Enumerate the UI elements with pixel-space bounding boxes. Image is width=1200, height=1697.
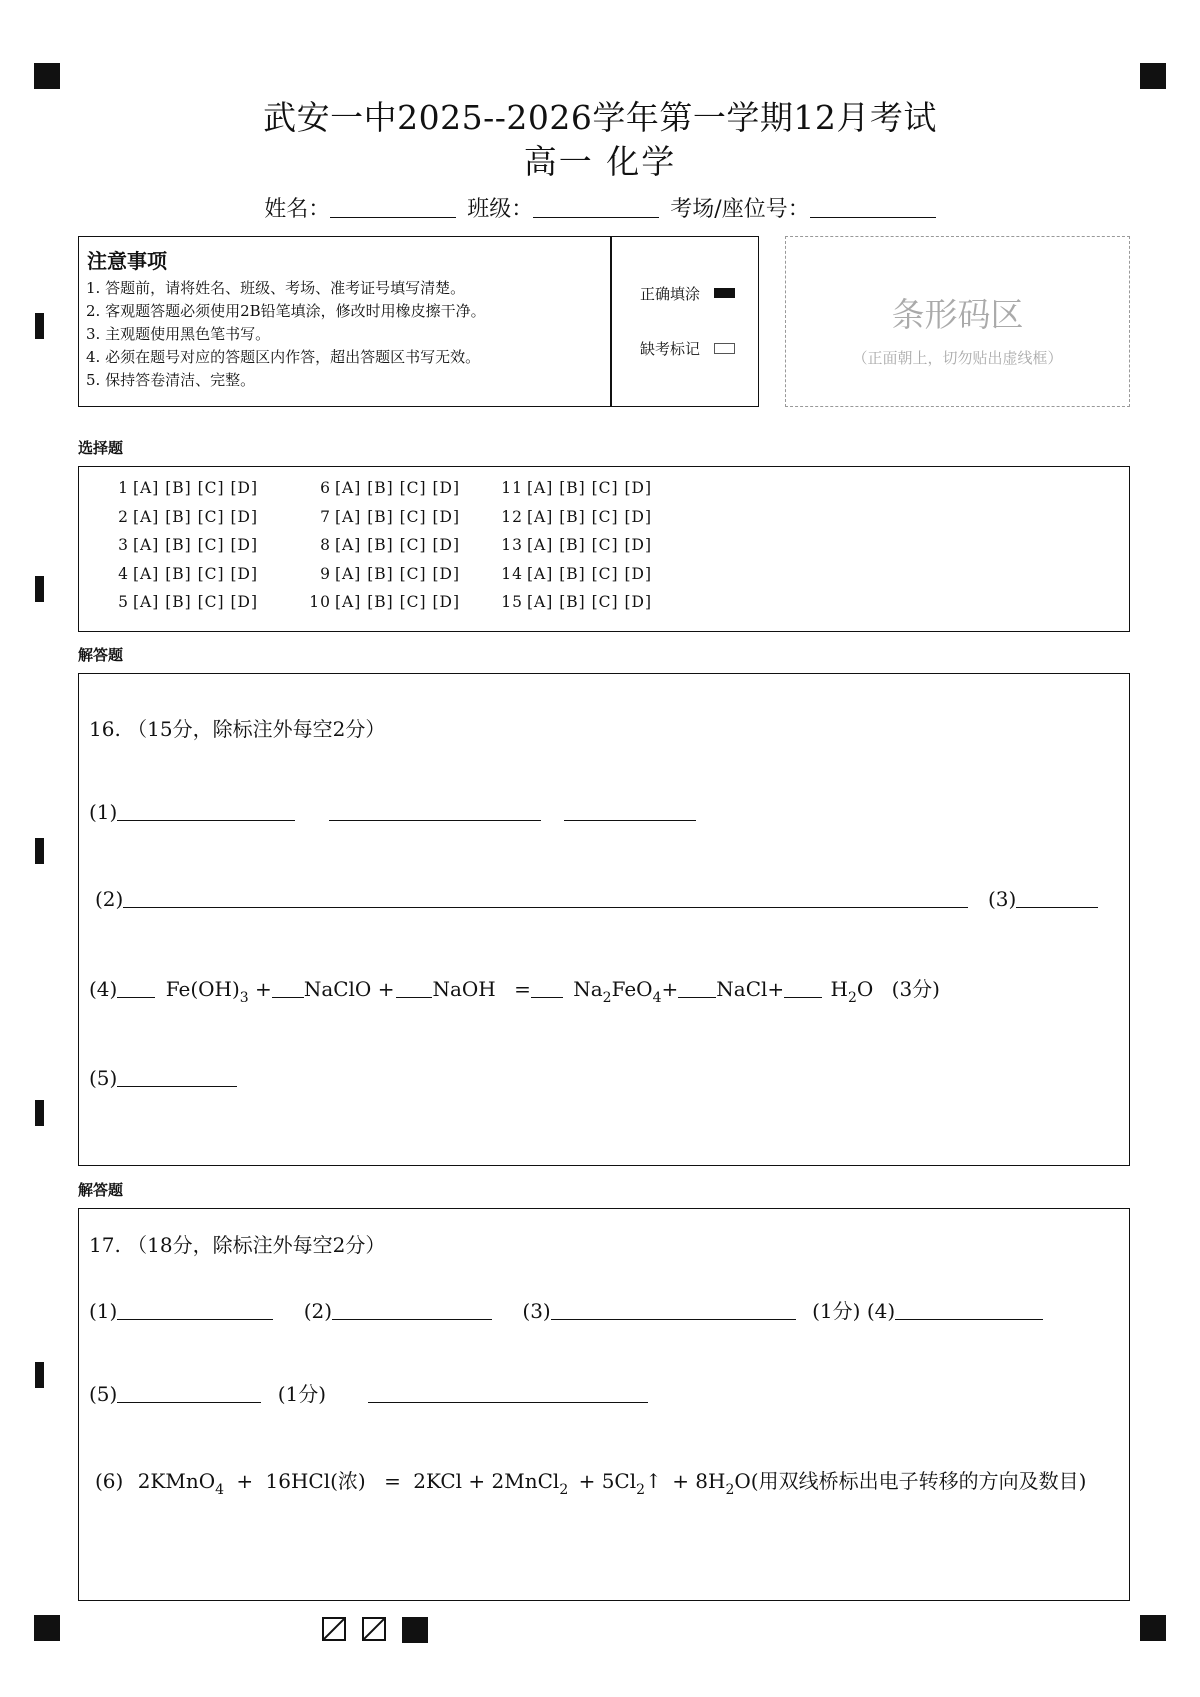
slash-box-icon (362, 1617, 386, 1641)
gas-arrow: ↑ (645, 1469, 662, 1493)
question-number: 5 (118, 593, 129, 611)
q16-part5 (89, 1066, 237, 1090)
choice-options[interactable]: [A] [B] [C] [D] (527, 479, 653, 497)
question-number: 11 (501, 479, 523, 497)
slash-box-icon (322, 1617, 346, 1641)
q17-part4-label: (4) (866, 1299, 896, 1323)
barcode-title: 条形码区 (891, 295, 1024, 334)
q17-part4-blank[interactable] (895, 1319, 1043, 1320)
subscript: 2 (847, 990, 857, 1006)
formula-text: NaClO + (303, 977, 395, 1001)
q16-part1 (89, 800, 696, 824)
barcode-hint: （正面朝上，切勿贴出虚线框） (852, 349, 1063, 367)
q17-part1-label: (1) (89, 1299, 118, 1323)
subscript: 4 (652, 990, 662, 1006)
q16-part1-blank-c[interactable] (564, 820, 696, 821)
q17-part2-label: (2) (303, 1299, 333, 1323)
notice-item: 1. 答题前，请将姓名、班级、考场、准考证号填写清楚。 (86, 279, 466, 297)
notice-title: 注意事项 (87, 249, 167, 273)
formula-text: 2KMnO (137, 1469, 216, 1493)
formula-text: Na (573, 977, 603, 1001)
coef-blank[interactable] (784, 997, 822, 998)
class-field[interactable] (533, 217, 659, 218)
choice-options[interactable]: [A] [B] [C] [D] (335, 507, 461, 526)
timing-mark (35, 1100, 44, 1126)
question-number: 15 (501, 593, 523, 611)
q17-part1-blank[interactable] (117, 1319, 273, 1320)
class-label: 班级： (467, 197, 534, 222)
q16-part1-blank-b[interactable] (329, 820, 541, 821)
q17-part6 (95, 1465, 1087, 1498)
filled-mark-icon (714, 288, 735, 298)
page-title: 武安一中2025--2026学年第一学期12月考试 (263, 98, 937, 137)
q16-part2 (95, 887, 968, 911)
equals-sign: = (384, 1469, 401, 1493)
choice-item[interactable] (117, 565, 258, 583)
formula-text: 2KCl (413, 1469, 463, 1493)
subscript: 4 (215, 1482, 225, 1498)
formula-text: NaCl+ (716, 977, 785, 1001)
choice-options[interactable]: [A] [B] [C] [D] (335, 593, 461, 611)
q17-part5-label: (5) (89, 1382, 118, 1406)
choice-options[interactable]: [A] [B] [C] [D] (527, 593, 653, 611)
notice-item: 4. 必须在题号对应的答题区内作答，超出答题区书写无效。 (86, 348, 481, 366)
choice-item[interactable] (117, 508, 258, 526)
choice-item[interactable] (307, 479, 460, 497)
name-field[interactable] (330, 217, 456, 218)
question-number: 8 (320, 536, 331, 554)
choice-item[interactable] (117, 593, 258, 611)
question-number: 4 (118, 564, 129, 583)
formula-text: + (255, 977, 272, 1001)
subscript: 3 (239, 990, 249, 1006)
choice-options[interactable]: [A] [B] [C] [D] (133, 536, 259, 554)
question-number: 12 (501, 507, 523, 526)
formula-text: + 5Cl (578, 1469, 637, 1493)
q16-part2-blank[interactable] (123, 907, 968, 908)
notice-box (78, 236, 759, 407)
choice-item[interactable] (307, 508, 460, 526)
question-number: 6 (320, 479, 331, 497)
plus-sign: + (236, 1469, 254, 1493)
question-number: 14 (501, 564, 523, 583)
corner-mark-top-right (1140, 63, 1166, 89)
q17-part5-blank[interactable] (117, 1402, 261, 1403)
coef-blank[interactable] (396, 997, 432, 998)
q17-part5-points: (1分) (277, 1382, 327, 1406)
q17-part6-instruction: (用双线桥标出电子转移的方向及数目) (750, 1469, 1087, 1493)
coef-blank[interactable] (117, 997, 155, 998)
choice-options[interactable]: [A] [B] [C] [D] (335, 479, 461, 497)
page-subtitle: 高一 化学 (523, 142, 677, 181)
choice-item[interactable] (307, 593, 460, 611)
choice-item[interactable] (499, 536, 652, 554)
q16-box (78, 673, 1130, 1166)
formula-text: O (856, 977, 874, 1001)
seat-label: 考场/座位号： (670, 197, 810, 222)
question-number: 7 (320, 507, 331, 526)
question-number: 10 (309, 593, 331, 611)
q16-part1-label: (1) (89, 800, 118, 824)
question-number: 3 (118, 536, 129, 554)
q17-box (78, 1208, 1130, 1601)
choice-options[interactable]: [A] [B] [C] [D] (335, 536, 461, 554)
absent-checkbox[interactable] (714, 343, 735, 354)
q17-row2 (89, 1378, 648, 1407)
formula-text: FeO (611, 977, 653, 1001)
question-number: 13 (501, 536, 523, 554)
timing-mark (35, 576, 44, 602)
subscript: 2 (559, 1482, 569, 1498)
choice-item[interactable] (499, 508, 652, 526)
q17-part6-label: (6) (95, 1469, 124, 1493)
choice-item[interactable] (117, 536, 258, 554)
choice-item[interactable] (307, 565, 460, 583)
question-number: 2 (118, 507, 129, 526)
timing-mark (35, 1362, 44, 1388)
question-number: 1 (118, 479, 129, 497)
corner-mark-bottom-right (1140, 1615, 1166, 1641)
filled-box-mark (402, 1617, 428, 1643)
q16-part5-label: (5) (89, 1066, 118, 1090)
choice-options[interactable]: [A] [B] [C] [D] (335, 564, 461, 583)
timing-mark (35, 313, 44, 339)
subscript: 2 (725, 1482, 735, 1498)
formula-text: 16HCl(浓) (265, 1469, 366, 1493)
notice-list (86, 277, 486, 392)
choice-item[interactable] (499, 593, 652, 611)
points-note: (3分) (891, 977, 940, 1001)
q17-part2-blank[interactable] (332, 1319, 492, 1320)
formula-text: + (661, 977, 679, 1001)
choice-options[interactable]: [A] [B] [C] [D] (133, 507, 259, 526)
q16-part3-blank[interactable] (1016, 907, 1098, 908)
choice-options[interactable]: [A] [B] [C] [D] (527, 536, 653, 554)
choice-item[interactable] (499, 479, 652, 497)
equals-sign: = (514, 977, 531, 1001)
coef-blank[interactable] (531, 997, 563, 998)
choice-box (78, 466, 1130, 632)
q17-section-label: 解答题 (78, 1181, 124, 1199)
formula-text: + 8H (672, 1469, 726, 1493)
notice-item: 2. 客观题答题必须使用2B铅笔填涂，修改时用橡皮擦干净。 (86, 302, 486, 320)
q16-part4 (89, 973, 940, 1006)
formula-text: + 2MnCl (468, 1469, 560, 1493)
legend-absent (640, 338, 735, 359)
question-number: 9 (320, 564, 331, 583)
formula-text: H (830, 977, 848, 1001)
subscript: 2 (636, 1482, 646, 1498)
q17-part3-blank[interactable] (551, 1319, 796, 1320)
q17-row1 (89, 1295, 1043, 1324)
legend-correct (640, 283, 735, 304)
notice-item: 3. 主观题使用黑色笔书写。 (86, 325, 271, 343)
choice-options[interactable]: [A] [B] [C] [D] (133, 593, 259, 611)
seat-field[interactable] (810, 217, 936, 218)
name-label: 姓名： (264, 197, 331, 222)
choice-options[interactable]: [A] [B] [C] [D] (133, 564, 259, 583)
q16-part4-label: (4) (89, 977, 118, 1001)
formula-text: Fe(OH) (165, 977, 240, 1001)
corner-mark-bottom-left (34, 1615, 60, 1641)
q17-part5-blank-b[interactable] (368, 1402, 648, 1403)
q17-part3-label: (3) (522, 1299, 551, 1323)
q16-part3-label: (3) (988, 887, 1017, 911)
notice-divider (610, 237, 612, 406)
choice-options[interactable]: [A] [B] [C] [D] (527, 564, 653, 583)
q16-section-label: 解答题 (78, 646, 124, 664)
legend-absent-label: 缺考标记 (640, 340, 701, 358)
choice-item[interactable] (499, 565, 652, 583)
coef-blank[interactable] (272, 997, 304, 998)
q16-part3 (988, 887, 1098, 911)
subscript: 2 (602, 990, 612, 1006)
barcode-area (785, 236, 1130, 407)
student-info-line (0, 192, 1200, 223)
q16-part1-blank-a[interactable] (117, 820, 295, 821)
q17-part3-points: (1分) (812, 1299, 861, 1323)
q16-heading: 16. （15分，除标注外每空2分） (89, 717, 386, 741)
timing-mark (35, 838, 44, 864)
choice-options[interactable]: [A] [B] [C] [D] (527, 507, 653, 526)
q16-part2-label: (2) (95, 887, 124, 911)
choice-section-label: 选择题 (78, 439, 124, 457)
choice-item[interactable] (117, 479, 258, 497)
corner-mark-top-left (34, 63, 60, 89)
notice-item: 5. 保持答卷清洁、完整。 (86, 371, 256, 389)
formula-text: NaOH (432, 977, 496, 1001)
legend-correct-label: 正确填涂 (640, 285, 701, 303)
q17-heading: 17. （18分，除标注外每空2分） (89, 1233, 386, 1257)
choice-item[interactable] (307, 536, 460, 554)
formula-text: O (734, 1469, 751, 1493)
q16-part5-blank[interactable] (117, 1086, 237, 1087)
coef-blank[interactable] (678, 997, 716, 998)
choice-options[interactable]: [A] [B] [C] [D] (133, 479, 259, 497)
